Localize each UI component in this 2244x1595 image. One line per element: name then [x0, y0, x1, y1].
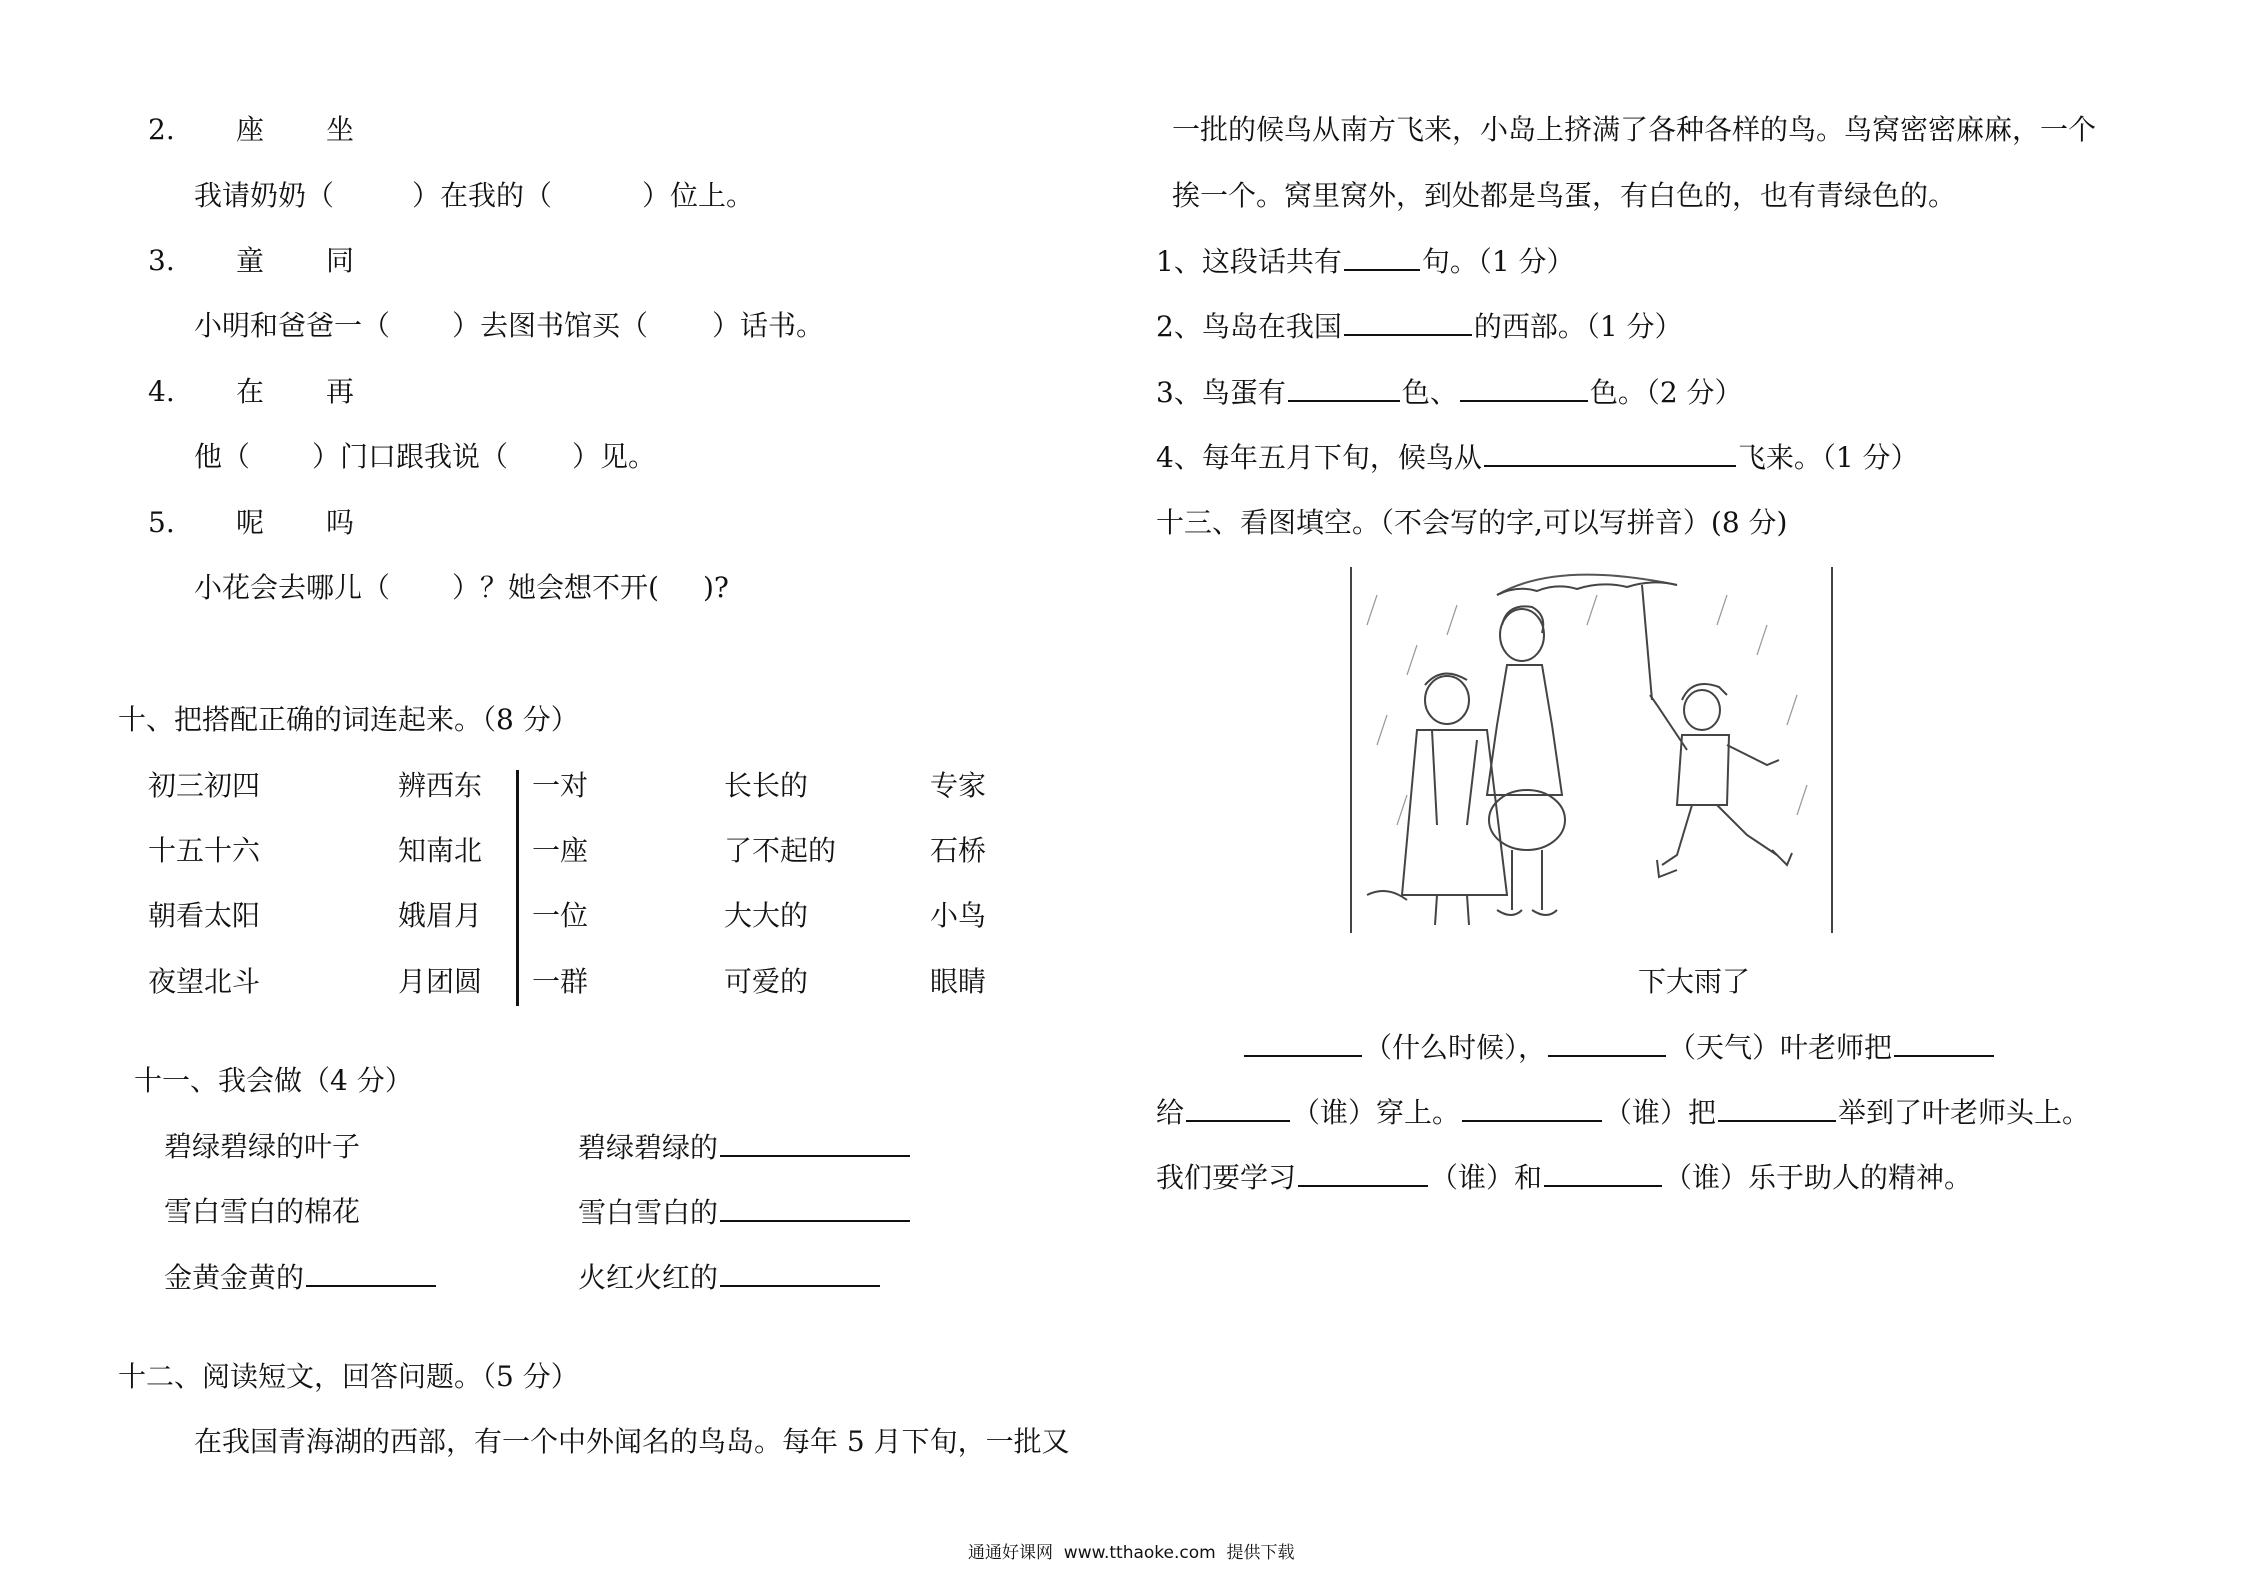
q5-char-b: 吗 [326, 506, 355, 539]
reading-q2: 2、鸟岛在我国 的西部。（1 分） [1156, 310, 1683, 343]
answer-blank[interactable] [1718, 1094, 1836, 1122]
answer-blank[interactable] [1298, 1159, 1428, 1187]
s11-row3-prompt-a: 金黄金黄的 [164, 1259, 438, 1296]
answer-blank[interactable] [1344, 243, 1420, 271]
section-10-title: 十、把搭配正确的词连起来。（8 分） [118, 703, 579, 736]
match-col5-item: 专家 [930, 769, 987, 802]
q5-char-a: 呢 [236, 506, 265, 539]
reading-passage-line1: 在我国青海湖的西部，有一个中外闻名的鸟岛。每年 5 月下旬，一批又 [194, 1425, 1070, 1458]
q2-char-a: 座 [236, 113, 265, 146]
q4-number: 4. [148, 375, 175, 408]
answer-blank[interactable] [1244, 1029, 1362, 1057]
s11-row2-prompt: 雪白雪白的 [578, 1194, 912, 1231]
answer-blank[interactable] [1894, 1029, 1994, 1057]
answer-blank[interactable] [1462, 1094, 1602, 1122]
q3-char-b: 同 [326, 244, 355, 277]
q5-number: 5. [148, 506, 175, 539]
picture-fill-line2: 给 （谁）穿上。 （谁）把 举到了叶老师头上。 [1156, 1096, 2091, 1129]
picture-fill-line3: 我们要学习 （谁）和 （谁）乐于助人的精神。 [1156, 1161, 1973, 1194]
q2-sentence: 我请奶奶（ ）在我的（ ）位上。 [194, 179, 755, 212]
answer-blank[interactable] [720, 1129, 910, 1157]
reading-q4: 4、每年五月下旬，候鸟从 飞来。（1 分） [1156, 441, 1919, 474]
answer-blank[interactable] [1288, 374, 1400, 402]
answer-blank[interactable] [1548, 1029, 1666, 1057]
q3-char-a: 童 [236, 244, 265, 277]
section-11-title: 十一、我会做（4 分） [134, 1064, 413, 1097]
footer-credit: 通通好课网 www.tthaoke.com 提供下载 [968, 1543, 1295, 1563]
reading-q1: 1、这段话共有 句。（1 分） [1156, 245, 1575, 278]
match-col1-item: 初三初四 [148, 769, 261, 802]
answer-blank[interactable] [1544, 1159, 1662, 1187]
q4-char-b: 再 [326, 375, 355, 408]
match-col1-item: 朝看太阳 [148, 899, 261, 932]
match-col4-item: 长长的 [724, 769, 809, 802]
match-divider [516, 770, 519, 1006]
answer-blank[interactable] [720, 1259, 880, 1287]
match-col5-item: 石桥 [930, 834, 987, 867]
answer-blank[interactable] [1484, 439, 1736, 467]
reading-passage-line3: 挨一个。窝里窝外，到处都是鸟蛋，有白色的，也有青绿色的。 [1172, 179, 1957, 212]
q3-number: 3. [148, 244, 175, 277]
match-col3-item: 一群 [532, 965, 589, 998]
match-col1-item: 夜望北斗 [148, 965, 261, 998]
match-col3-item: 一位 [532, 899, 589, 932]
s11-row1-prompt: 碧绿碧绿的 [578, 1129, 912, 1166]
s11-row2-example: 雪白雪白的棉花 [164, 1195, 361, 1228]
match-col3-item: 一对 [532, 769, 589, 802]
q4-sentence: 他（ ）门口跟我说（ ）见。 [194, 440, 657, 473]
picture-fill-line1: （什么时候）， （天气）叶老师把 [1242, 1029, 1996, 1066]
match-col4-item: 可爱的 [724, 965, 809, 998]
s11-row3-prompt-b: 火红火红的 [578, 1259, 882, 1296]
match-col2-item: 月团圆 [398, 965, 483, 998]
match-col4-item: 大大的 [724, 899, 809, 932]
reading-passage-line2: 一批的候鸟从南方飞来，小岛上挤满了各种各样的鸟。鸟窝密密麻麻，一个 [1172, 113, 2097, 146]
answer-blank[interactable] [1460, 374, 1588, 402]
answer-blank[interactable] [1344, 308, 1472, 336]
match-col5-item: 眼睛 [930, 965, 987, 998]
picture-caption: 下大雨了 [1638, 965, 1751, 998]
q3-sentence: 小明和爸爸一（ ）去图书馆买（ ）话书。 [194, 309, 825, 342]
rain-illustration [1347, 565, 1837, 935]
match-col2-item: 辨西东 [398, 769, 483, 802]
reading-q3: 3、鸟蛋有 色、 色。（2 分） [1156, 376, 1743, 409]
match-col3-item: 一座 [532, 834, 589, 867]
section-12-title: 十二、阅读短文，回答问题。（5 分） [118, 1360, 579, 1393]
match-col2-item: 知南北 [398, 834, 483, 867]
q2-char-b: 坐 [326, 113, 355, 146]
match-col2-item: 娥眉月 [398, 899, 483, 932]
q2-number: 2. [148, 113, 175, 146]
answer-blank[interactable] [306, 1259, 436, 1287]
section-13-title: 十三、看图填空。（不会写的字,可以写拼音）(8 分) [1156, 506, 1788, 539]
answer-blank[interactable] [720, 1194, 910, 1222]
match-col1-item: 十五十六 [148, 834, 261, 867]
match-col5-item: 小鸟 [930, 899, 987, 932]
q5-sentence: 小花会去哪儿（ ）？她会想不开( )? [194, 571, 729, 604]
match-col4-item: 了不起的 [724, 834, 837, 867]
answer-blank[interactable] [1186, 1094, 1290, 1122]
q4-char-a: 在 [236, 375, 265, 408]
s11-row1-example: 碧绿碧绿的叶子 [164, 1130, 361, 1163]
